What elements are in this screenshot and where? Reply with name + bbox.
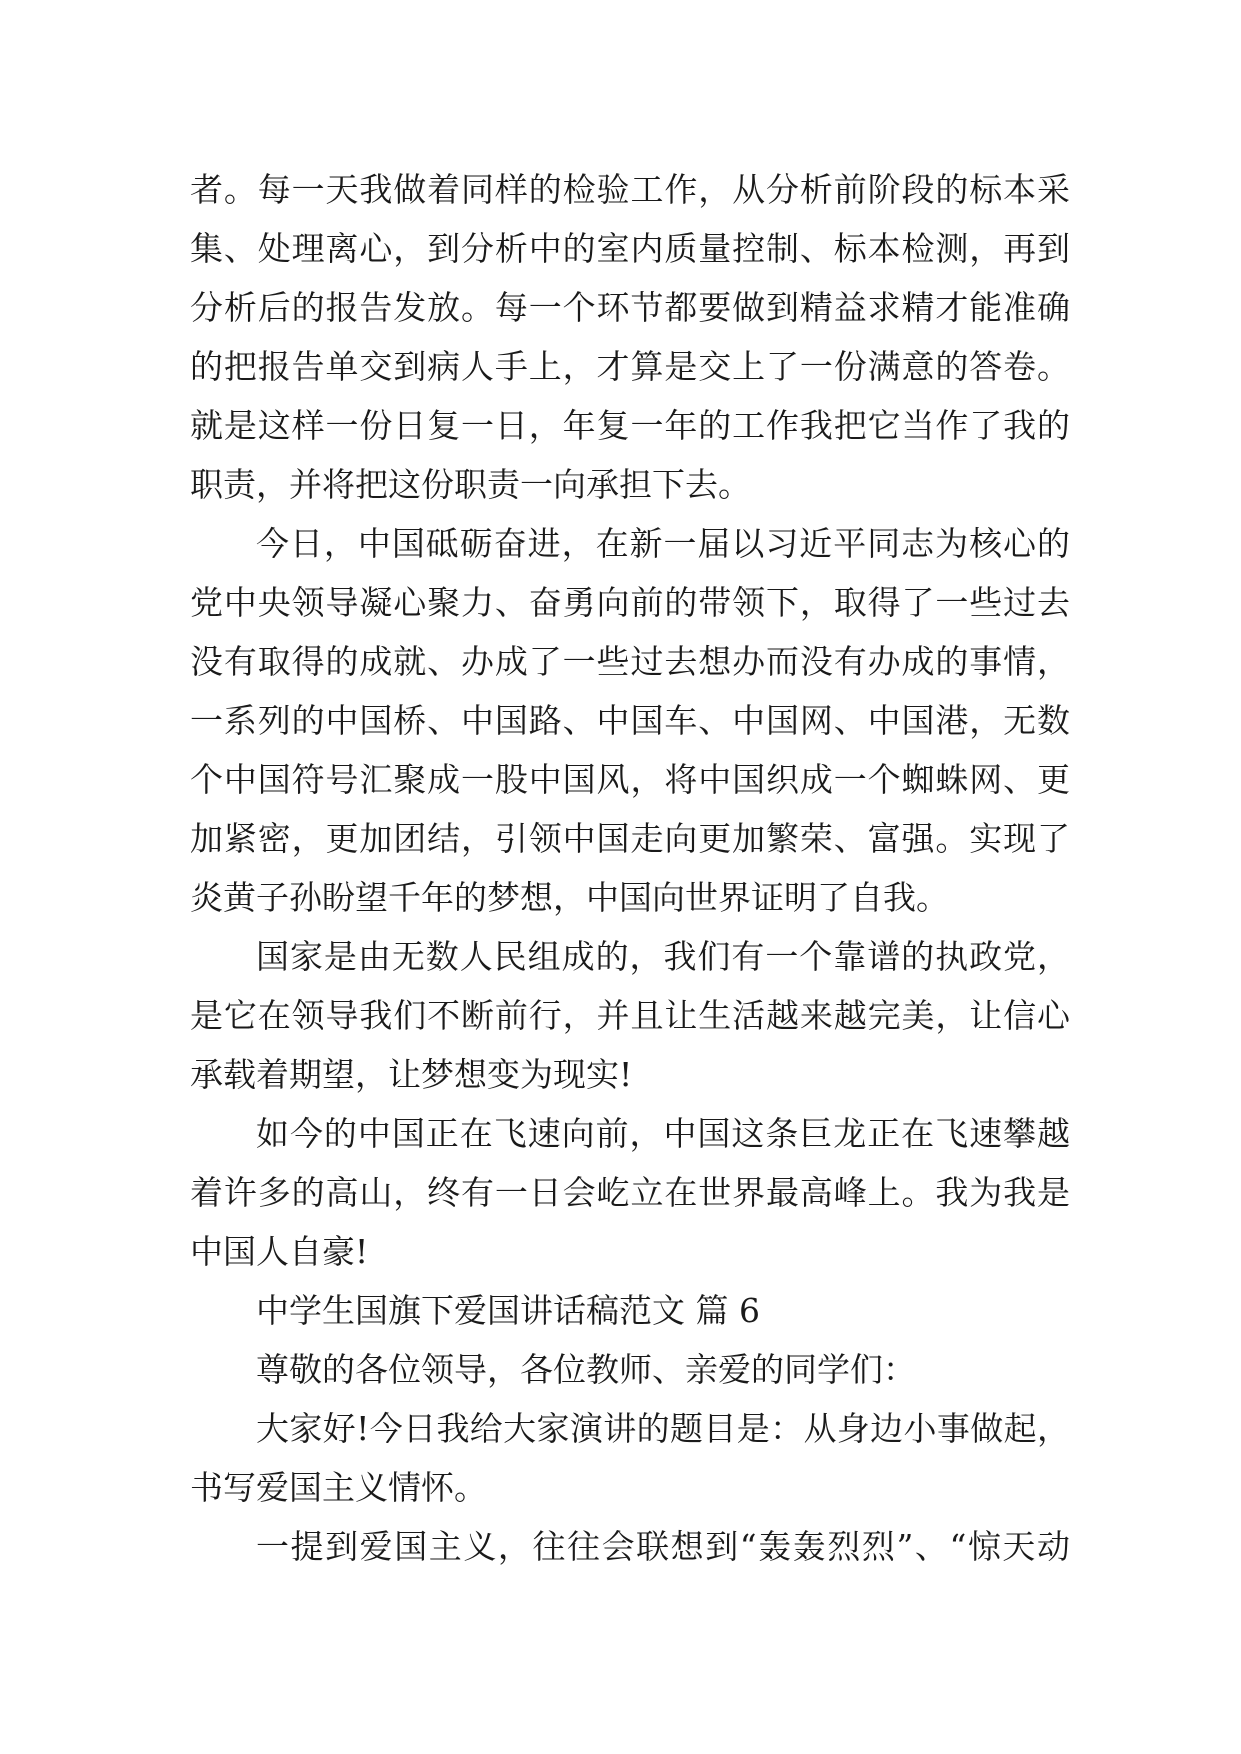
text-line: 一系列的中国桥、中国路、中国车、中国网、中国港，无数 (190, 701, 1070, 740)
paragraph-first-line: 大家好!今日我给大家演讲的题目是：从身边小事做起， (256, 1409, 1070, 1448)
text-line: 着许多的高山，终有一日会屹立在世界最高峰上。我为我是 (190, 1173, 1070, 1212)
paragraph-first-line: 一提到爱国主义，往往会联想到“轰轰烈烈”、“惊天动 (256, 1527, 1070, 1566)
text-line: 书写爱国主义情怀。 (190, 1468, 487, 1507)
text-line: 集、处理离心，到分析中的室内质量控制、标本检测，再到 (190, 229, 1070, 268)
text-line: 分析后的报告发放。每一个环节都要做到精益求精才能准确 (190, 288, 1070, 327)
salutation: 尊敬的各位领导，各位教师、亲爱的同学们： (256, 1350, 916, 1389)
paragraph-first-line: 今日，中国砥砺奋进，在新一届以习近平同志为核心的 (256, 524, 1070, 563)
text-line: 没有取得的成就、办成了一些过去想办而没有办成的事情， (190, 642, 1070, 681)
text-line: 个中国符号汇聚成一股中国风，将中国织成一个蜘蛛网、更 (190, 760, 1070, 799)
text-line: 党中央领导凝心聚力、奋勇向前的带领下，取得了一些过去 (190, 583, 1070, 622)
text-line: 承载着期望，让梦想变为现实! (190, 1055, 633, 1094)
text-line: 炎黄子孙盼望千年的梦想，中国向世界证明了自我。 (190, 878, 949, 917)
section-heading: 中学生国旗下爱国讲话稿范文 篇 6 (256, 1291, 760, 1330)
text-line: 加紧密，更加团结，引领中国走向更加繁荣、富强。实现了 (190, 819, 1070, 858)
paragraph-first-line: 国家是由无数人民组成的，我们有一个靠谱的执政党， (256, 937, 1070, 976)
text-line: 中国人自豪! (190, 1232, 369, 1271)
text-line: 的把报告单交到病人手上，才算是交上了一份满意的答卷。 (190, 347, 1070, 386)
document-body (190, 160, 1070, 1576)
paragraph-first-line: 如今的中国正在飞速向前，中国这条巨龙正在飞速攀越 (256, 1114, 1070, 1153)
text-line: 是它在领导我们不断前行，并且让生活越来越完美，让信心 (190, 996, 1070, 1035)
text-line: 者。每一天我做着同样的检验工作，从分析前阶段的标本采 (190, 170, 1070, 209)
text-line: 职责，并将把这份职责一向承担下去。 (190, 465, 751, 504)
text-line: 就是这样一份日复一日，年复一年的工作我把它当作了我的 (190, 406, 1070, 445)
